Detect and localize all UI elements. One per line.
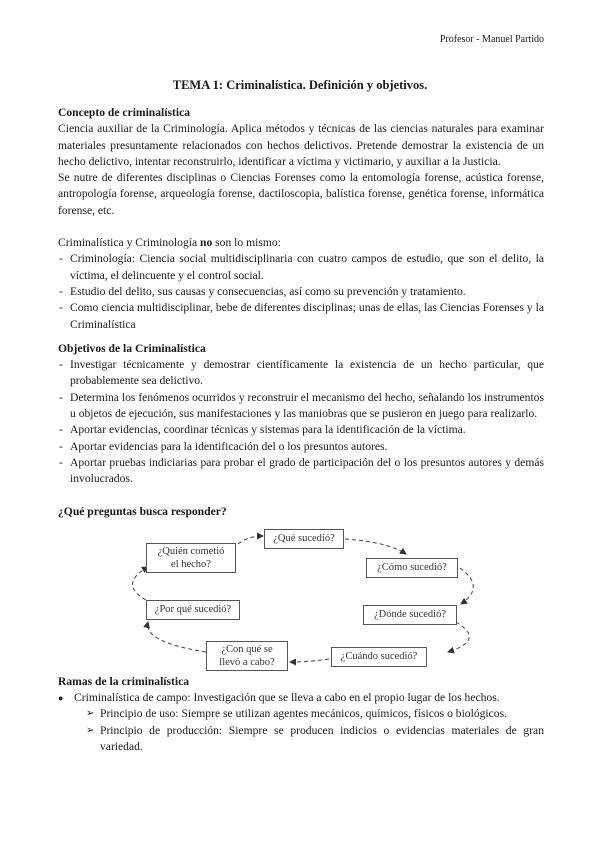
- question-box-quien: [146, 543, 236, 573]
- document-body: [58, 105, 544, 755]
- list-item: - Criminología: Ciencia social multidisciplinaria con cuatro campos de estudio, que son el delito, la víctima, el delincuente y el control social.: [58, 251, 544, 284]
- objetivos-list: [58, 357, 544, 487]
- list-item: [58, 690, 544, 755]
- question-label-line1: ¿Con qué se: [221, 643, 273, 655]
- section-heading-objetivos: Objetivos de la Criminalística: [58, 341, 206, 355]
- list-item: - Determina los fenómenos ocurridos y reconstruir el mecanismo del hecho, señalando los instrumentos u objetos de ejecución, sus manifestaciones y las maniobras que se pusieron en juego para realizarlo.: [58, 390, 544, 423]
- list-item: - Aportar pruebas indiciarias para probar el grado de participación del o los presuntos autores y demás involucrados.: [58, 455, 544, 488]
- arrow-quien-to-que: [238, 536, 263, 544]
- arrow-que-to-como: [345, 539, 406, 554]
- section-heading-preguntas: ¿Qué preguntas busca responder?: [58, 504, 227, 518]
- list-item: - Estudio del delito, sus causas y consecuencias, así como su prevención y tratamiento.: [58, 284, 544, 300]
- page-header-author: Profesor - Manuel Partido: [439, 34, 544, 45]
- arrow-cuando-to-conque: [290, 659, 329, 662]
- page-title: TEMA 1: Criminalística. Definición y objetivos.: [172, 78, 428, 92]
- list-item: ➢ Principio de producción: Siempre se producen indicios o evidencias materiales de gran variedad.: [86, 723, 544, 756]
- arrow-donde-to-cuando: [448, 622, 469, 652]
- list-item: - Aportar evidencias, coordinar técnicas y sistemas para la identificación de la víctima.: [58, 422, 544, 438]
- question-label: ¿Cuándo sucedió?: [340, 651, 418, 663]
- arrow-conque-to-porque: [148, 622, 206, 652]
- question-label: ¿Por qué sucedió?: [154, 604, 232, 616]
- paragraph-disciplinas: Se nutre de diferentes disciplinas o Ciencias Forenses como la entomología forense, acústica forense, antropología forense, arqueología forense, dactiloscopia, balística forense, genética forense, informática forense, etc.: [58, 171, 544, 217]
- list-item: - Como ciencia multidisciplinar, bebe de diferentes disciplinas; unas de ellas, las Ciencias Forenses y la Criminalística: [58, 300, 544, 333]
- comparison-intro-bold: no: [200, 236, 213, 250]
- question-label-line1: ¿Quién cometió: [157, 545, 225, 557]
- question-box-con-que: [206, 641, 288, 671]
- question-box-cuando: [331, 647, 427, 667]
- principios-list: [74, 706, 544, 755]
- question-box-como: [366, 558, 458, 578]
- list-item: - Investigar técnicamente y demostrar científicamente la existencia de un hecho particular, que probablemente sea delictivo.: [58, 357, 544, 390]
- question-label: ¿Qué sucedió?: [273, 533, 335, 545]
- questions-cycle-diagram: [58, 522, 544, 672]
- comparison-intro-a: Criminalística y Criminología: [58, 236, 198, 250]
- ramas-list: [58, 690, 544, 755]
- comparison-intro: [58, 235, 544, 251]
- section-heading-ramas: Ramas de la criminalística: [58, 674, 190, 688]
- question-label: ¿Cómo sucedió?: [377, 562, 447, 574]
- paragraph-definicion: Ciencia auxiliar de la Criminología. Aplica métodos y técnicas de las ciencias naturales para examinar materiales presuntamente relacionados con hechos delictivos. Pretende demostrar la existencia de un hecho delictivo, intentar reconstruirlo, identificar a víctima y victimario, y auxiliar a la Justicia.: [58, 122, 544, 168]
- comparison-intro-b: son lo mismo:: [215, 236, 281, 250]
- question-label: ¿Dónde sucedió?: [373, 609, 446, 621]
- question-box-porque: [146, 600, 240, 620]
- question-box-que: [264, 529, 344, 549]
- comparison-list: [58, 251, 544, 332]
- question-label-line2: el hecho?: [171, 558, 211, 570]
- list-item: - Aportar evidencias para la identificación del o los presuntos autores.: [58, 439, 544, 455]
- question-box-donde: [363, 605, 457, 625]
- question-label-line2: llevó a cabo?: [219, 656, 275, 668]
- arrow-como-to-donde: [460, 568, 473, 604]
- rama-campo-text: Criminalística de campo: Investigación que se lleva a cabo en el propio lugar de los hechos.: [74, 691, 500, 705]
- section-heading-concepto: Concepto de criminalística: [58, 106, 191, 119]
- list-item: ➢ Principio de uso: Siempre se utilizan agentes mecánicos, químicos, físicos o biológicos.: [86, 706, 544, 722]
